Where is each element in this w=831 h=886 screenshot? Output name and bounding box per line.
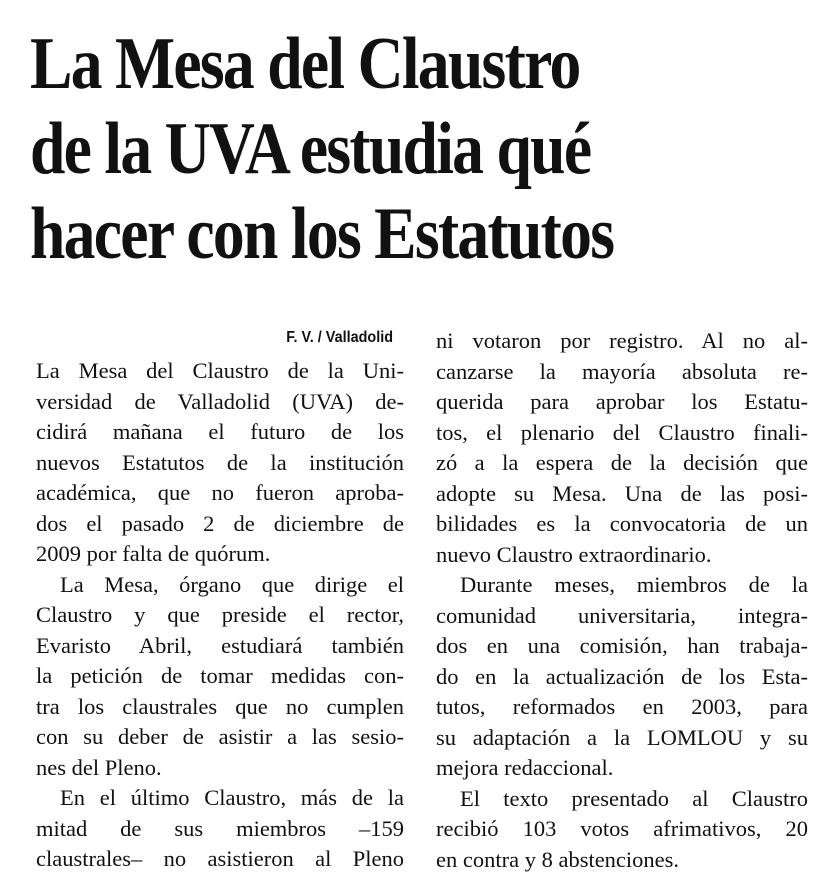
text-line: cidirá mañana el futuro de los: [36, 419, 404, 444]
text-line: mejora redaccional.: [436, 755, 614, 780]
body-column-left: [36, 356, 404, 875]
text-line: nuevo Claustro extraordinario.: [436, 541, 712, 567]
text-line: su adaptación a la LOMLOU y su: [436, 724, 808, 750]
text-line: académica, que no fueron aproba-: [36, 480, 404, 505]
text-line: nuevos Estatutos de la institución: [36, 449, 404, 475]
body-column-right: [436, 326, 808, 875]
text-line: 2009 por falta de quórum.: [36, 541, 271, 566]
text-line: con su deber de asistir a las sesio-: [36, 724, 404, 749]
text-line: adopte su Mesa. Una de las posi-: [436, 480, 808, 506]
text-line: mitad de sus miembros –159: [36, 815, 404, 841]
text-line: canzarse la mayoría absoluta re-: [436, 358, 808, 384]
text-line: tra los claustrales que no cumplen: [36, 693, 404, 719]
text-line: La Mesa, órgano que dirige el: [60, 571, 404, 597]
text-line: Evaristo Abril, estudiará también: [36, 632, 404, 658]
text-line: dos el pasado 2 de diciembre de: [36, 510, 404, 536]
byline: F. V. / Valladolid: [286, 329, 393, 346]
text-line: Claustro y que preside el rector,: [36, 602, 404, 627]
text-line: En el último Claustro, más de la: [60, 785, 404, 810]
text-line: La Mesa del Claustro de la Uni-: [36, 358, 404, 383]
text-line: recibió 103 votos afrimativos, 20: [436, 816, 808, 841]
text-line: nes del Pleno.: [36, 754, 162, 780]
text-line: tos, el plenario del Claustro finali-: [436, 419, 808, 445]
headline: [30, 22, 709, 277]
text-line: zó a la espera de la decisión que: [436, 450, 808, 475]
text-line: comunidad universitaria, integra-: [436, 602, 808, 628]
headline-line: La Mesa del Claustro: [30, 23, 580, 105]
text-line: versidad de Valladolid (UVA) de-: [36, 388, 404, 414]
text-line: tutos, reformados en 2003, para: [436, 694, 808, 719]
text-line: dos en una comisión, han trabaja-: [436, 633, 808, 658]
text-line: do en la actualización de los Esta-: [436, 663, 808, 689]
text-line: bilidades es la convocatoria de un: [436, 511, 808, 536]
headline-line: hacer con los Estatutos: [30, 193, 614, 275]
text-line: Durante meses, miembros de la: [460, 572, 808, 597]
text-line: querida para aprobar los Estatu-: [436, 389, 808, 414]
text-line: El texto presentado al Claustro: [460, 785, 808, 811]
headline-line: de la UVA estudia qué: [30, 108, 591, 190]
text-line: claustrales– no asistieron al Pleno: [36, 846, 404, 871]
text-line: la petición de tomar medidas con-: [36, 663, 404, 688]
text-line: ni votaron por registro. Al no al-: [436, 328, 808, 353]
text-line: en contra y 8 abstenciones.: [436, 846, 680, 872]
